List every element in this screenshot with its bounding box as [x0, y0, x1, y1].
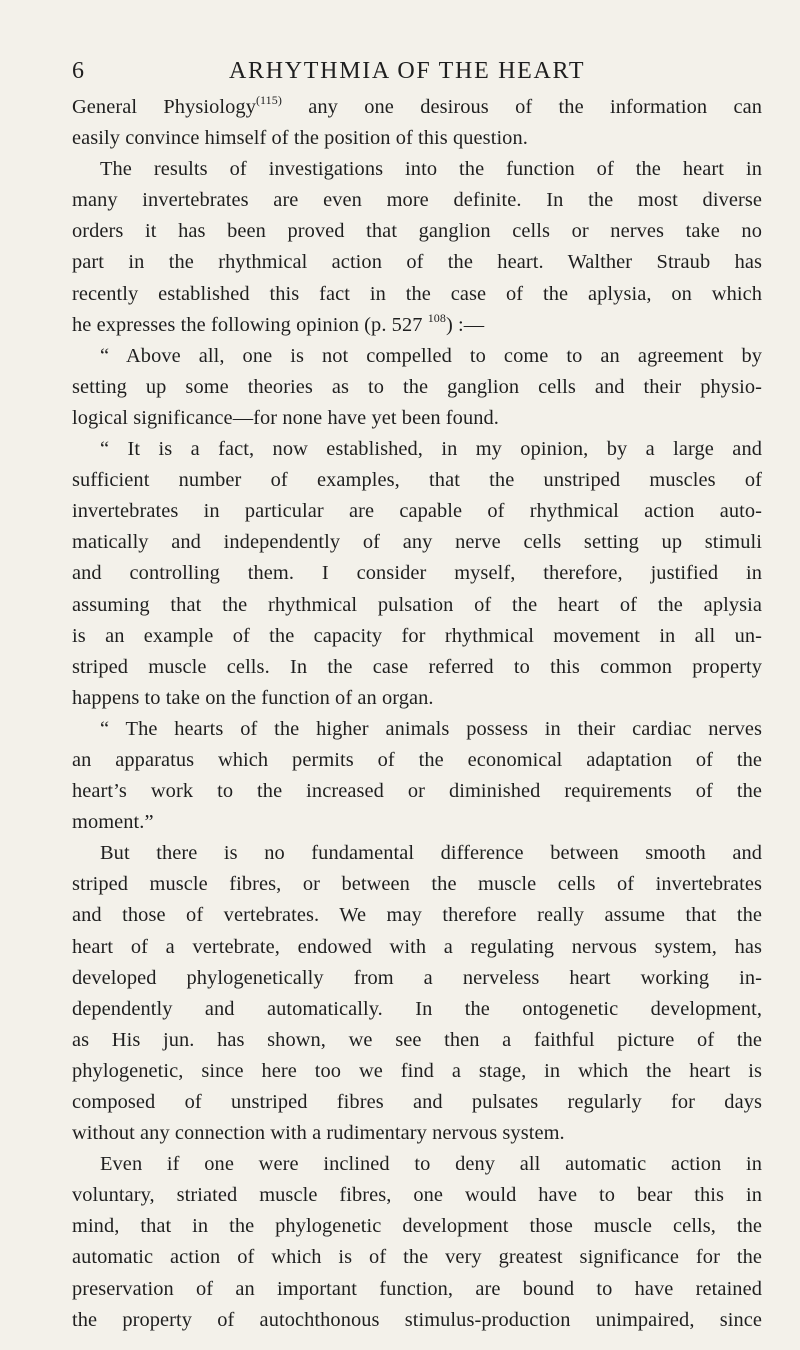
text-line-31: as His jun. has shown, we see then a faithful picture of the	[72, 1028, 762, 1051]
text-line-10: setting up some theories as to the ganglion cells and their physio-	[72, 375, 762, 398]
text-line-3: The results of investigations into the function of the heart in	[100, 158, 762, 181]
text-line-22: an apparatus which permits of the economical adaptation of the	[72, 748, 762, 771]
text-line-24: moment.”	[72, 811, 154, 834]
text-line-33: composed of unstriped fibres and pulsates regularly for days	[72, 1091, 762, 1113]
text-line-4: many invertebrates are even more definite. In the most diverse	[72, 189, 762, 212]
text-line-5: orders it has been proved that ganglion cells or nerves take no	[72, 220, 762, 243]
text-line-19: striped muscle cells. In the case referred to this common property	[72, 655, 762, 678]
text-line-17: assuming that the rhythmical pulsation of the heart of the aplysia	[72, 593, 762, 616]
text-line-2: easily convince himself of the position of this question.	[72, 127, 528, 150]
text-line-37: mind, that in the phylogenetic development those muscle cells, the	[72, 1215, 762, 1238]
text-line-14: invertebrates in particular are capable of rhythmical action auto-	[72, 500, 762, 523]
text-line-8-after-reference: ) :—	[445, 313, 485, 336]
text-line-1	[72, 92, 762, 123]
text-line-8-before-reference: he expresses the following opinion (p. 527	[72, 313, 428, 336]
text-line-1-before-reference: General Physiology	[72, 96, 256, 118]
reference-marker-108: 108	[427, 310, 446, 325]
text-line-27: and those of vertebrates. We may therefore really assume that the	[72, 904, 762, 927]
text-line-28: heart of a vertebrate, endowed with a regulating nervous system, has	[72, 935, 762, 958]
text-line-34: without any connection with a rudimentary nervous system.	[72, 1122, 565, 1145]
text-line-13: sufficient number of examples, that the unstriped muscles of	[72, 469, 762, 492]
text-line-16: and controlling them. I consider myself, therefore, justified in	[72, 562, 762, 585]
text-line-21: “ The hearts of the higher animals possess in their cardiac nerves	[100, 717, 762, 740]
text-line-38: automatic action of which is of the very greatest significance for the	[72, 1246, 762, 1269]
text-line-35: Even if one were inclined to deny all automatic action in	[100, 1153, 762, 1176]
text-line-8	[72, 310, 762, 341]
text-line-15: matically and independently of any nerve cells setting up stimuli	[72, 531, 762, 554]
text-line-1-after-reference: any one desirous of the information can	[281, 96, 762, 118]
text-line-36: voluntary, striated muscle fibres, one would have to bear this in	[72, 1184, 762, 1207]
text-line-32: phylogenetic, since here too we find a stage, in which the heart is	[72, 1059, 762, 1082]
text-line-30: dependently and automatically. In the ontogenetic development,	[72, 997, 762, 1020]
text-line-12: “ It is a fact, now established, in my opinion, by a large and	[100, 438, 762, 461]
text-line-18: is an example of the capacity for rhythmical movement in all un-	[72, 624, 762, 647]
text-line-11: logical significance—for none have yet been found.	[72, 406, 499, 429]
text-line-40: the property of autochthonous stimulus-production unimpaired, since	[72, 1308, 762, 1331]
text-line-23: heart’s work to the increased or diminished requirements of the	[72, 780, 762, 803]
text-line-29: developed phylogenetically from a nerveless heart working in-	[72, 966, 762, 989]
text-line-25: But there is no fundamental difference between smooth and	[100, 842, 762, 865]
text-line-20: happens to take on the function of an organ.	[72, 686, 434, 709]
text-line-39: preservation of an important function, are bound to have retained	[72, 1277, 762, 1300]
reference-marker-115: (115)	[255, 93, 282, 107]
text-line-7: recently established this fact in the case of the aplysia, on which	[72, 282, 762, 305]
text-line-6: part in the rhythmical action of the heart. Walther Straub has	[72, 251, 762, 274]
running-head	[72, 55, 762, 87]
text-line-9: “ Above all, one is not compelled to come to an agreement by	[100, 344, 762, 367]
page-number: 6	[72, 58, 84, 84]
body-text	[72, 92, 762, 1336]
chapter-title: ARHYTHMIA OF THE HEART	[229, 58, 586, 84]
text-line-26: striped muscle fibres, or between the muscle cells of invertebrates	[72, 873, 762, 896]
